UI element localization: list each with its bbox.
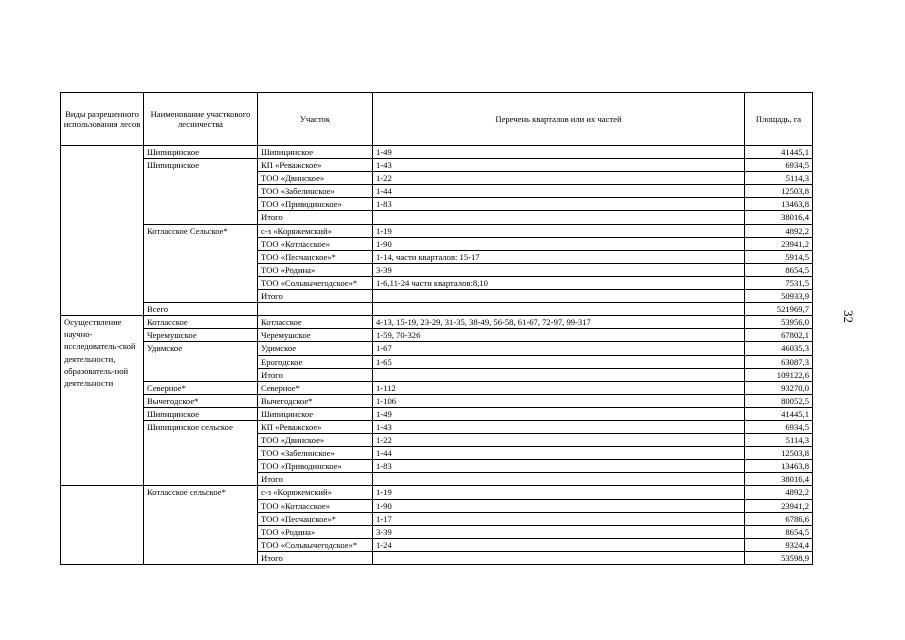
area-cell: 50933,9 xyxy=(745,290,813,303)
table-row xyxy=(61,224,813,237)
plot-cell: ТОО «Песчанское»* xyxy=(258,250,373,263)
quarters-cell: 1-43 xyxy=(373,420,745,433)
plot-cell: КП «Реважское» xyxy=(258,420,373,433)
header-area: Площадь, га xyxy=(745,93,813,146)
plot-cell: Ерогодское xyxy=(258,355,373,368)
table-row xyxy=(61,146,813,159)
plot-cell: ТОО «Котласское» xyxy=(258,237,373,250)
quarters-cell: 1-14, части кварталов: 15-17 xyxy=(373,250,745,263)
district-cell: Шипицинское сельское xyxy=(144,420,258,485)
plot-cell xyxy=(258,303,373,316)
quarters-cell: 3-39 xyxy=(373,525,745,538)
plot-cell: Итого xyxy=(258,368,373,381)
area-cell: 53956,0 xyxy=(745,316,813,329)
header-plot: Участок xyxy=(258,93,373,146)
plot-cell: Итого xyxy=(258,211,373,224)
quarters-cell xyxy=(373,290,745,303)
area-cell: 4892,2 xyxy=(745,224,813,237)
quarters-cell: 1-112 xyxy=(373,381,745,394)
quarters-cell: 1-24 xyxy=(373,538,745,551)
area-cell: 63087,3 xyxy=(745,355,813,368)
quarters-cell: 1-19 xyxy=(373,224,745,237)
area-cell: 9324,4 xyxy=(745,538,813,551)
area-cell: 38016,4 xyxy=(745,211,813,224)
use-type-cell: Осуществление научно-исследователь-ской деятельности, образователь-ной деятельности xyxy=(61,316,144,486)
plot-cell: ТОО «Родина» xyxy=(258,525,373,538)
document-page xyxy=(60,92,812,565)
district-cell: Шипицинское xyxy=(144,407,258,420)
quarters-cell: 1-90 xyxy=(373,499,745,512)
table-row xyxy=(61,303,813,316)
quarters-cell: 1-44 xyxy=(373,185,745,198)
table-header-row xyxy=(61,93,813,146)
plot-cell: ТОО «Двинское» xyxy=(258,172,373,185)
quarters-cell: 1-17 xyxy=(373,512,745,525)
quarters-cell: 1-22 xyxy=(373,434,745,447)
page-number: 32 xyxy=(841,310,856,323)
plot-cell: ТОО «Приводинское» xyxy=(258,198,373,211)
header-use-type: Виды разрешенного использования лесов xyxy=(61,93,144,146)
area-cell: 80052,5 xyxy=(745,394,813,407)
plot-cell: Черемушское xyxy=(258,329,373,342)
quarters-cell: 1-59, 70-326 xyxy=(373,329,745,342)
quarters-cell: 1-83 xyxy=(373,460,745,473)
forest-use-table xyxy=(60,92,813,565)
district-cell: Котласское Сельское* xyxy=(144,224,258,303)
area-cell: 521969,7 xyxy=(745,303,813,316)
area-cell: 4892,2 xyxy=(745,486,813,499)
area-cell: 13463,8 xyxy=(745,198,813,211)
plot-cell: Северное* xyxy=(258,381,373,394)
area-cell: 13463,8 xyxy=(745,460,813,473)
district-cell: Северное* xyxy=(144,381,258,394)
quarters-cell: 1-22 xyxy=(373,172,745,185)
plot-cell: КП «Реважское» xyxy=(258,159,373,172)
quarters-cell: 3-39 xyxy=(373,263,745,276)
area-cell: 5914,5 xyxy=(745,250,813,263)
area-cell: 109122,6 xyxy=(745,368,813,381)
quarters-cell: 1-106 xyxy=(373,394,745,407)
area-cell: 38016,4 xyxy=(745,473,813,486)
area-cell: 23941,2 xyxy=(745,237,813,250)
area-cell: 5114,3 xyxy=(745,434,813,447)
table-body xyxy=(61,146,813,565)
area-cell: 23941,2 xyxy=(745,499,813,512)
table-row xyxy=(61,329,813,342)
plot-cell: ТОО «Забелинское» xyxy=(258,185,373,198)
table-row xyxy=(61,316,813,329)
table-row xyxy=(61,420,813,433)
use-type-cell xyxy=(61,146,144,316)
quarters-cell: 1-67 xyxy=(373,342,745,355)
plot-cell: ТОО «Двинское» xyxy=(258,434,373,447)
district-cell: Вычегодское* xyxy=(144,394,258,407)
plot-cell: Итого xyxy=(258,551,373,564)
plot-cell: Вычегодское* xyxy=(258,394,373,407)
area-cell: 41445,1 xyxy=(745,407,813,420)
plot-cell: Котласское xyxy=(258,316,373,329)
quarters-cell: 1-43 xyxy=(373,159,745,172)
district-cell: Котласское сельское* xyxy=(144,486,258,565)
quarters-cell: 1-90 xyxy=(373,237,745,250)
district-cell: Шипицинское xyxy=(144,159,258,224)
area-cell: 8654,5 xyxy=(745,263,813,276)
plot-cell: ТОО «Приводинское» xyxy=(258,460,373,473)
plot-cell: ТОО «Песчанское»* xyxy=(258,512,373,525)
quarters-cell: 1-83 xyxy=(373,198,745,211)
district-cell: Котласское xyxy=(144,316,258,329)
quarters-cell: 1-49 xyxy=(373,407,745,420)
quarters-cell xyxy=(373,368,745,381)
district-cell: Удимское xyxy=(144,342,258,381)
area-cell: 8654,5 xyxy=(745,525,813,538)
area-cell: 5114,3 xyxy=(745,172,813,185)
district-cell: Черемушское xyxy=(144,329,258,342)
area-cell: 6786,6 xyxy=(745,512,813,525)
plot-cell: ТОО «Сольвычегодское»* xyxy=(258,538,373,551)
plot-cell: ТОО «Сольвычегодское»* xyxy=(258,276,373,289)
district-cell: Шипицинское xyxy=(144,146,258,159)
use-type-cell xyxy=(61,486,144,565)
table-row xyxy=(61,407,813,420)
plot-cell: ТОО «Родина» xyxy=(258,263,373,276)
area-cell: 6934,5 xyxy=(745,420,813,433)
plot-cell: Удимское xyxy=(258,342,373,355)
plot-cell: Шипицинское xyxy=(258,407,373,420)
table-row xyxy=(61,394,813,407)
area-cell: 12503,8 xyxy=(745,447,813,460)
area-cell: 93270,0 xyxy=(745,381,813,394)
plot-cell: ТОО «Забелинское» xyxy=(258,447,373,460)
area-cell: 67802,1 xyxy=(745,329,813,342)
table-row xyxy=(61,342,813,355)
plot-cell: с-з «Коряжемский» xyxy=(258,486,373,499)
plot-cell: Итого xyxy=(258,473,373,486)
table-row xyxy=(61,159,813,172)
quarters-cell xyxy=(373,211,745,224)
area-cell: 6934,5 xyxy=(745,159,813,172)
table-row xyxy=(61,486,813,499)
quarters-cell: 1-65 xyxy=(373,355,745,368)
quarters-cell: 1-6,11-24 части кварталов:8,10 xyxy=(373,276,745,289)
table-row xyxy=(61,381,813,394)
quarters-cell xyxy=(373,551,745,564)
header-quarters: Перечень кварталов или их частей xyxy=(373,93,745,146)
area-cell: 41445,1 xyxy=(745,146,813,159)
quarters-cell xyxy=(373,473,745,486)
quarters-cell: 4-13, 15-19, 23-29, 31-35, 38-49, 56-58, 61-67, 72-97, 99-317 xyxy=(373,316,745,329)
header-district: Наименование участкового лесничества xyxy=(144,93,258,146)
district-cell: Всего xyxy=(144,303,258,316)
quarters-cell xyxy=(373,303,745,316)
area-cell: 12503,8 xyxy=(745,185,813,198)
plot-cell: ТОО «Котласское» xyxy=(258,499,373,512)
area-cell: 53598,9 xyxy=(745,551,813,564)
quarters-cell: 1-19 xyxy=(373,486,745,499)
quarters-cell: 1-44 xyxy=(373,447,745,460)
area-cell: 7531,5 xyxy=(745,276,813,289)
plot-cell: Шипицинское xyxy=(258,146,373,159)
plot-cell: Итого xyxy=(258,290,373,303)
area-cell: 46035,3 xyxy=(745,342,813,355)
quarters-cell: 1-49 xyxy=(373,146,745,159)
plot-cell: с-з «Коряжемский» xyxy=(258,224,373,237)
